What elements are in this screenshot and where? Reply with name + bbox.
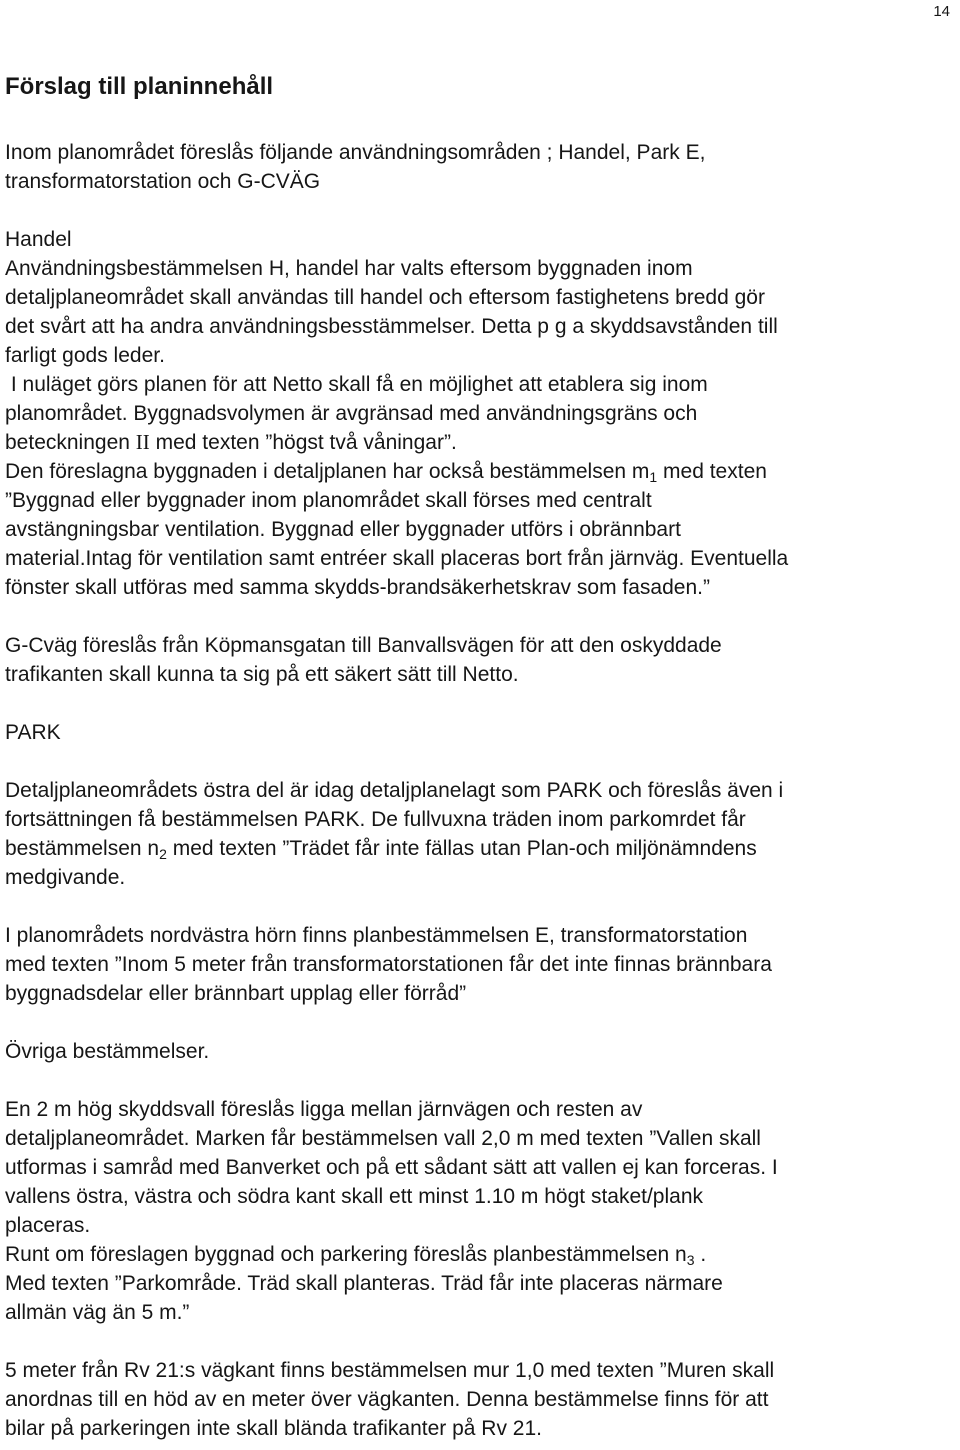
text-line: detaljplaneområdet skall användas till handel och eftersom fastighetens bredd gör — [5, 286, 765, 309]
ovriga-paragraph-1 — [5, 1095, 955, 1240]
subscript: 3 — [686, 1252, 695, 1268]
text-line: farligt gods leder. — [5, 344, 165, 367]
text-line: G-Cväg föreslås från Köpmansgatan till Banvallsvägen för att den oskyddade — [5, 634, 722, 657]
text-line: En 2 m hög skyddsvall föreslås ligga mellan järnvägen och resten av — [5, 1098, 643, 1121]
park-paragraph — [5, 776, 955, 892]
intro-paragraph — [5, 138, 955, 196]
ovriga-paragraph-3 — [5, 1356, 955, 1443]
document-body — [5, 72, 955, 1443]
text-line: fönster skall utföras med samma skydds-brandsäkerhetskrav som fasaden.” — [5, 576, 710, 599]
handel-paragraph-2 — [5, 370, 955, 457]
subscript: 1 — [649, 469, 658, 485]
ovriga-heading: Övriga bestämmelser. — [5, 1040, 210, 1063]
text-line: med texten ”Trädet får inte fällas utan Plan-och miljönämndens — [166, 837, 757, 860]
text-line: avstängningsbar ventilation. Byggnad eller byggnader utförs i obrännbart — [5, 518, 681, 541]
text-line: byggnadsdelar eller brännbart upplag eller förråd” — [5, 982, 467, 1005]
text-line: . — [694, 1243, 707, 1266]
handel-heading: Handel — [5, 228, 72, 251]
page-number: 14 — [933, 3, 950, 20]
text-line: Med texten ”Parkområde. Träd skall planteras. Träd får inte placeras närmare — [5, 1272, 723, 1295]
text-line: planområdet. Byggnadsvolymen är avgränsad med användningsgräns och — [5, 402, 698, 425]
text-line: med texten ”Inom 5 meter från transformatorstationen får det inte finnas brännbara — [5, 953, 772, 976]
text-line: Inom planområdet föreslås följande användningsområden ; Handel, Park E, — [5, 141, 706, 164]
text-line: med texten ”högst två våningar”. — [149, 431, 457, 454]
park-heading: PARK — [5, 721, 61, 744]
text-line: beteckningen — [5, 431, 136, 454]
text-line: Detaljplaneområdets östra del är idag detaljplanelagt som PARK och föreslås även i — [5, 779, 784, 802]
text-line: transformatorstation och G-CVÄG — [5, 170, 321, 193]
text-line: detaljplaneområdet. Marken får bestämmelsen vall 2,0 m med texten ”Vallen skall — [5, 1127, 761, 1150]
text-line: medgivande. — [5, 866, 126, 889]
text-line: Användningsbestämmelsen H, handel har valts eftersom byggnaden inom — [5, 257, 693, 280]
page-title: Förslag till planinnehåll — [5, 73, 274, 100]
handel-paragraph-3 — [5, 457, 955, 602]
text-line: allmän väg än 5 m.” — [5, 1301, 190, 1324]
ovriga-paragraph-2 — [5, 1240, 955, 1327]
text-line: Runt om föreslagen byggnad och parkering föreslås planbestämmelsen n — [5, 1243, 687, 1266]
text-line: Den föreslagna byggnaden i detaljplanen har också bestämmelsen m — [5, 460, 650, 483]
text-line: ”Byggnad eller byggnader inom planområdet skall förses med centralt — [5, 489, 652, 512]
text-line: 5 meter från Rv 21:s vägkant finns bestämmelsen mur 1,0 med texten ”Muren skall — [5, 1359, 775, 1382]
roman-numeral-ii: II — [135, 430, 150, 454]
text-line: placeras. — [5, 1214, 91, 1237]
text-line: I planområdets nordvästra hörn finns planbestämmelsen E, transformatorstation — [5, 924, 748, 947]
text-line: fortsättningen få bestämmelsen PARK. De fullvuxna träden inom parkomrdet får — [5, 808, 746, 831]
text-line: I nuläget görs planen för att Netto skall få en möjlighet att etablera sig inom — [5, 373, 708, 396]
text-line: bestämmelsen n — [5, 837, 160, 860]
transformator-paragraph — [5, 921, 955, 1008]
text-line: bilar på parkeringen inte skall blända trafikanter på Rv 21. — [5, 1417, 542, 1440]
subscript: 2 — [159, 846, 167, 862]
text-line: anordnas till en höd av en meter över vägkanten. Denna bestämmelse finns för att — [5, 1388, 769, 1411]
text-line: material.Intag för ventilation samt entréer skall placeras bort från järnväg. Eventuella — [5, 547, 789, 570]
text-line: det svårt att ha andra användningsbesstämmelser. Detta p g a skyddsavstånden till — [5, 315, 778, 338]
text-line: trafikanten skall kunna ta sig på ett säkert sätt till Netto. — [5, 663, 519, 686]
text-line: vallens östra, västra och södra kant skall ett minst 1.10 m högt staket/plank — [5, 1185, 704, 1208]
text-line: utformas i samråd med Banverket och på ett sådant sätt att vallen ej kan forceras. I — [5, 1156, 778, 1179]
handel-paragraph-1 — [5, 254, 955, 370]
gcvag-paragraph — [5, 631, 955, 689]
text-line: med texten — [657, 460, 767, 483]
